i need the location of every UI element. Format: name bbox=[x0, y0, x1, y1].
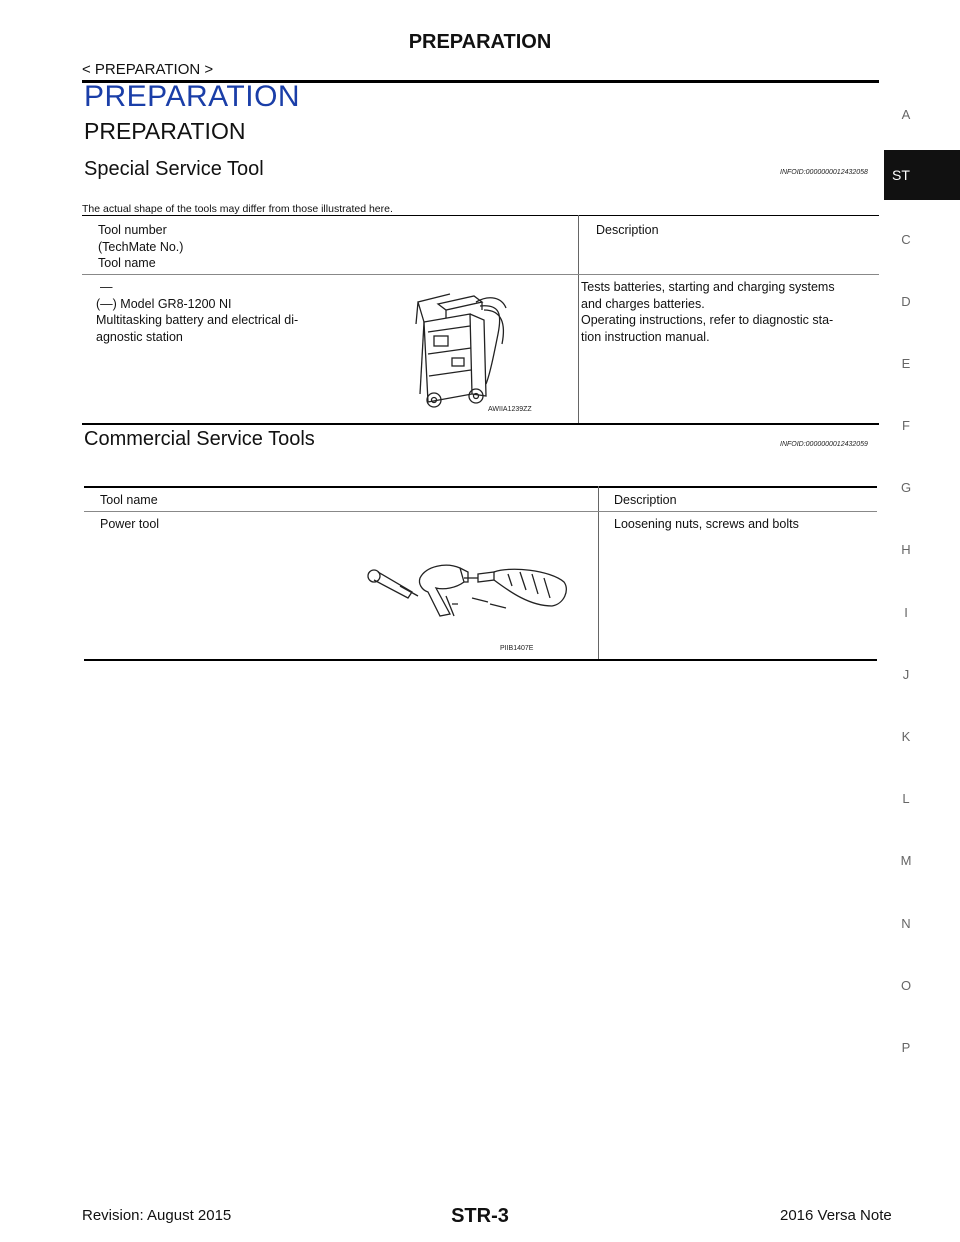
index-letter-c[interactable]: C bbox=[901, 232, 911, 247]
info-id: INFOID:0000000012432058 bbox=[780, 169, 868, 176]
index-letter-f[interactable]: F bbox=[902, 418, 910, 433]
sub-title: PREPARATION bbox=[84, 118, 246, 144]
tool-cell: Power tool bbox=[100, 517, 160, 531]
tool-line: (—) Model GR8-1200 NI bbox=[96, 296, 232, 311]
tool-shape-note: The actual shape of the tools may differ from those illustrated here. bbox=[82, 203, 393, 215]
table-bottom-rule bbox=[82, 423, 879, 425]
description-cell bbox=[581, 279, 835, 345]
table-header-tool-name: Tool name bbox=[100, 493, 158, 507]
image-caption: AWIIA1239ZZ bbox=[488, 406, 532, 413]
index-letter-o[interactable]: O bbox=[900, 978, 912, 993]
header-line: Tool number bbox=[98, 223, 167, 237]
description-line: tion instruction manual. bbox=[581, 329, 710, 344]
model-name: 2016 Versa Note bbox=[780, 1207, 892, 1224]
table-divider bbox=[598, 486, 599, 660]
header-line: Tool name bbox=[98, 256, 156, 270]
info-id: INFOID:0000000012432059 bbox=[780, 441, 868, 448]
tool-line: — bbox=[100, 280, 113, 294]
index-letter-i[interactable]: I bbox=[904, 605, 908, 620]
revision-date: Revision: August 2015 bbox=[82, 1207, 232, 1224]
index-letter-k[interactable]: K bbox=[901, 729, 911, 744]
table-header-description: Description bbox=[596, 223, 659, 237]
table-header-description: Description bbox=[614, 493, 677, 507]
section-tab-label: ST bbox=[892, 167, 910, 183]
tool-line: Multitasking battery and electrical di- bbox=[96, 313, 299, 327]
table-top-rule bbox=[84, 486, 877, 488]
table-header-rule bbox=[82, 274, 879, 275]
section-title-special-service-tool: Special Service Tool bbox=[84, 158, 264, 180]
index-letter-d[interactable]: D bbox=[901, 294, 911, 309]
table-top-rule bbox=[82, 215, 879, 216]
image-caption: PIIB1407E bbox=[500, 645, 534, 652]
index-letter-a[interactable]: A bbox=[901, 107, 911, 122]
running-title: PREPARATION bbox=[408, 31, 552, 53]
tool-cell bbox=[96, 279, 298, 345]
table-bottom-rule bbox=[84, 659, 877, 661]
breadcrumb: < PREPARATION > bbox=[82, 61, 214, 78]
index-letter-h[interactable]: H bbox=[901, 542, 911, 557]
header-line: (TechMate No.) bbox=[98, 239, 184, 254]
index-letter-p[interactable]: P bbox=[901, 1040, 911, 1055]
index-letter-j[interactable]: J bbox=[902, 667, 910, 682]
index-letter-n[interactable]: N bbox=[901, 916, 911, 931]
diagnostic-station-illustration bbox=[410, 284, 560, 414]
description-line: and charges batteries. bbox=[581, 296, 705, 311]
power-tool-illustration bbox=[360, 552, 574, 632]
index-letter-m[interactable]: M bbox=[900, 853, 912, 868]
index-letter-e[interactable]: E bbox=[901, 356, 911, 371]
index-letter-l[interactable]: L bbox=[902, 791, 910, 806]
description-line: Tests batteries, starting and charging systems bbox=[581, 280, 835, 294]
tool-line: agnostic station bbox=[96, 329, 183, 344]
page-number: STR-3 bbox=[451, 1205, 509, 1227]
description-line: Operating instructions, refer to diagnostic sta- bbox=[581, 313, 834, 327]
table-header-tool-number bbox=[98, 222, 183, 272]
main-title: PREPARATION bbox=[84, 80, 301, 113]
section-title-commercial-service-tools: Commercial Service Tools bbox=[84, 428, 315, 450]
table-divider bbox=[578, 215, 579, 423]
table-header-rule bbox=[84, 511, 877, 512]
index-letter-g[interactable]: G bbox=[900, 480, 912, 495]
description-cell: Loosening nuts, screws and bolts bbox=[614, 517, 799, 531]
